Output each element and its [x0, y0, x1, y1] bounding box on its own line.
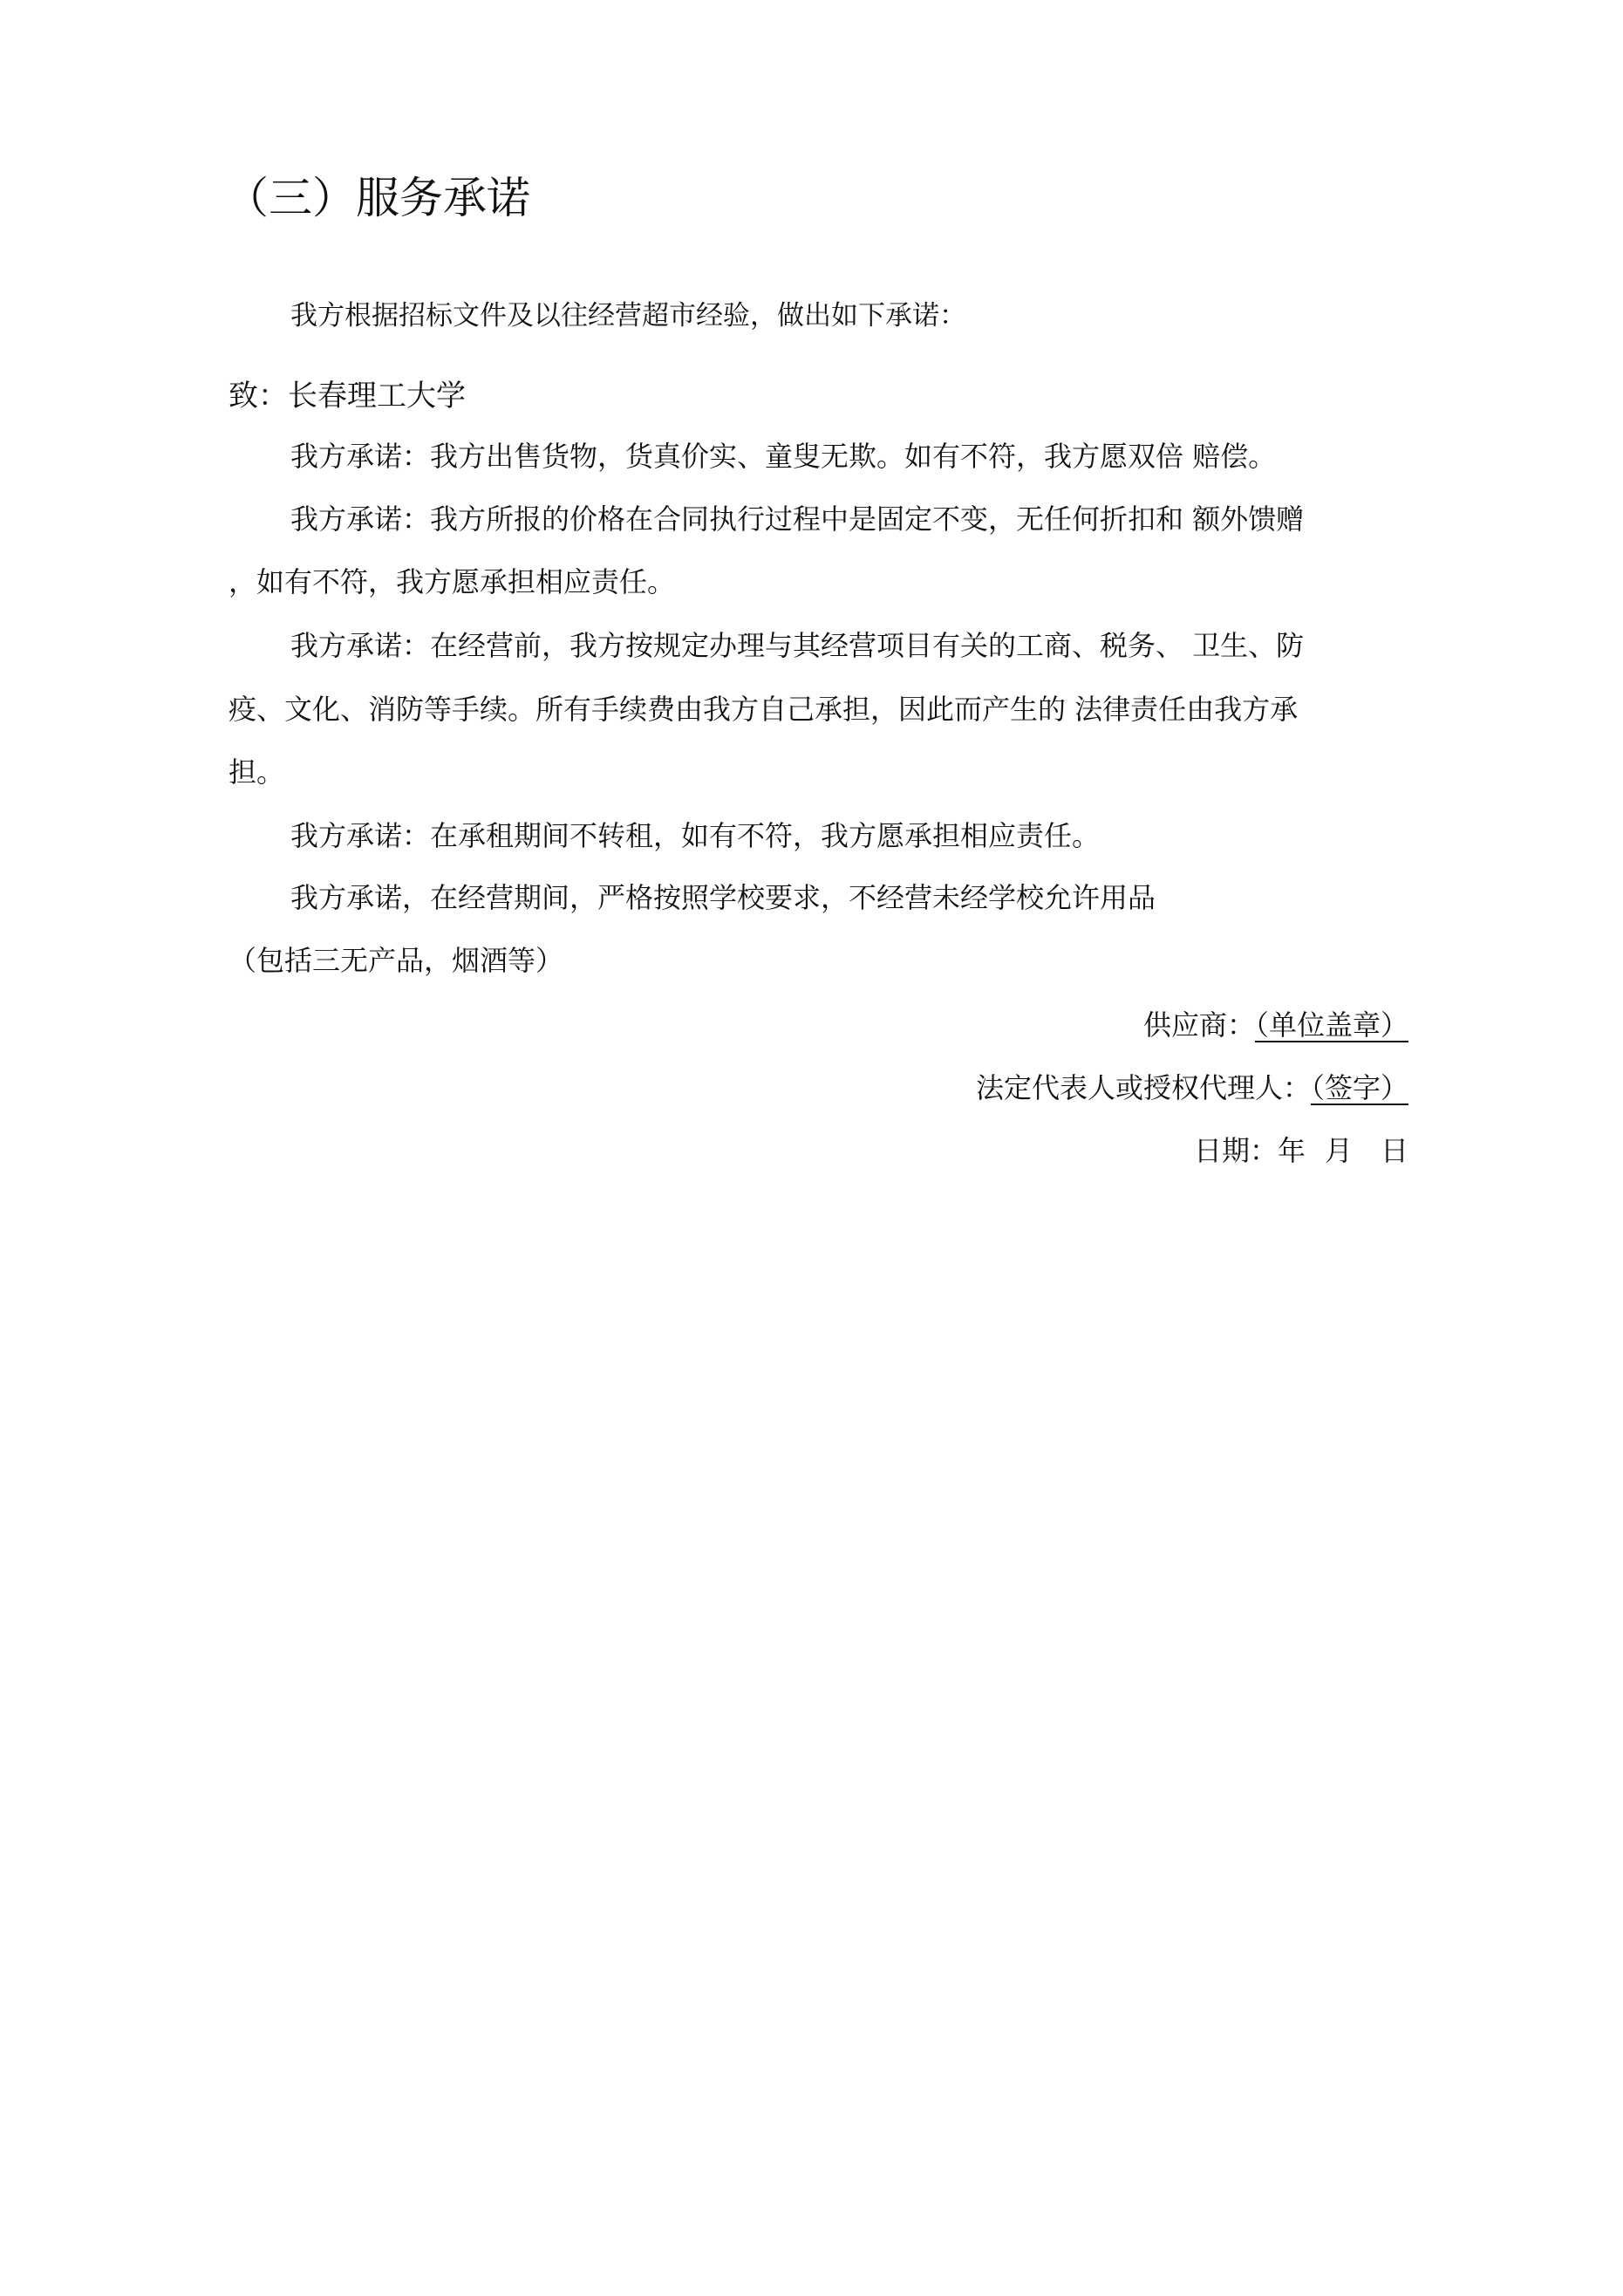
date-line — [1194, 1127, 1408, 1174]
commitment-1: 我方承诺：我方出售货物，货真价实、童叟无欺。如有不符，我方愿双倍 赔偿。 — [290, 440, 1277, 473]
representative-signature-line — [976, 1064, 1408, 1111]
commitment-3-line-3: 担。 — [228, 755, 285, 789]
date-month: 月 — [1324, 1134, 1353, 1167]
section-heading: （三）服务承诺 — [225, 173, 530, 223]
commitment-3-line-2: 疫、文化、消防等手续。所有手续费由我方自己承担，因此而产生的 法律责任由我方承 — [228, 693, 1299, 726]
date-label: 日期： — [1193, 1134, 1278, 1167]
commitment-5-line-1: 我方承诺，在经营期间，严格按照学校要求，不经营未经学校允许用品 — [290, 881, 1156, 914]
representative-sign-field: （签字） — [1310, 1071, 1408, 1104]
supplier-label: 供应商： — [1142, 1008, 1255, 1042]
commitment-2-line-2: ，如有不符，我方愿承担相应责任。 — [228, 565, 676, 598]
date-day: 日 — [1380, 1134, 1408, 1167]
intro-paragraph: 我方根据招标文件及以往经营超市经验，做出如下承诺： — [290, 300, 966, 331]
commitment-2-line-1: 我方承诺：我方所报的价格在合同执行过程中是固定不变，无任何折扣和 额外馈赠 — [290, 502, 1305, 536]
commitment-4: 我方承诺：在承租期间不转租，如有不符，我方愿承担相应责任。 — [290, 819, 1101, 852]
addressee-line: 致：长春理工大学 — [228, 379, 466, 413]
commitment-3-line-1: 我方承诺：在经营前，我方按规定办理与其经营项目有关的工商、税务、 卫生、防 — [290, 629, 1305, 662]
supplier-signature-line — [1143, 1001, 1408, 1049]
date-year: 年 — [1277, 1134, 1306, 1167]
representative-label: 法定代表人或授权代理人： — [975, 1071, 1311, 1104]
supplier-seal-field: （单位盖章） — [1254, 1008, 1408, 1042]
commitment-5-line-2: （包括三无产品，烟酒等） — [228, 944, 564, 977]
